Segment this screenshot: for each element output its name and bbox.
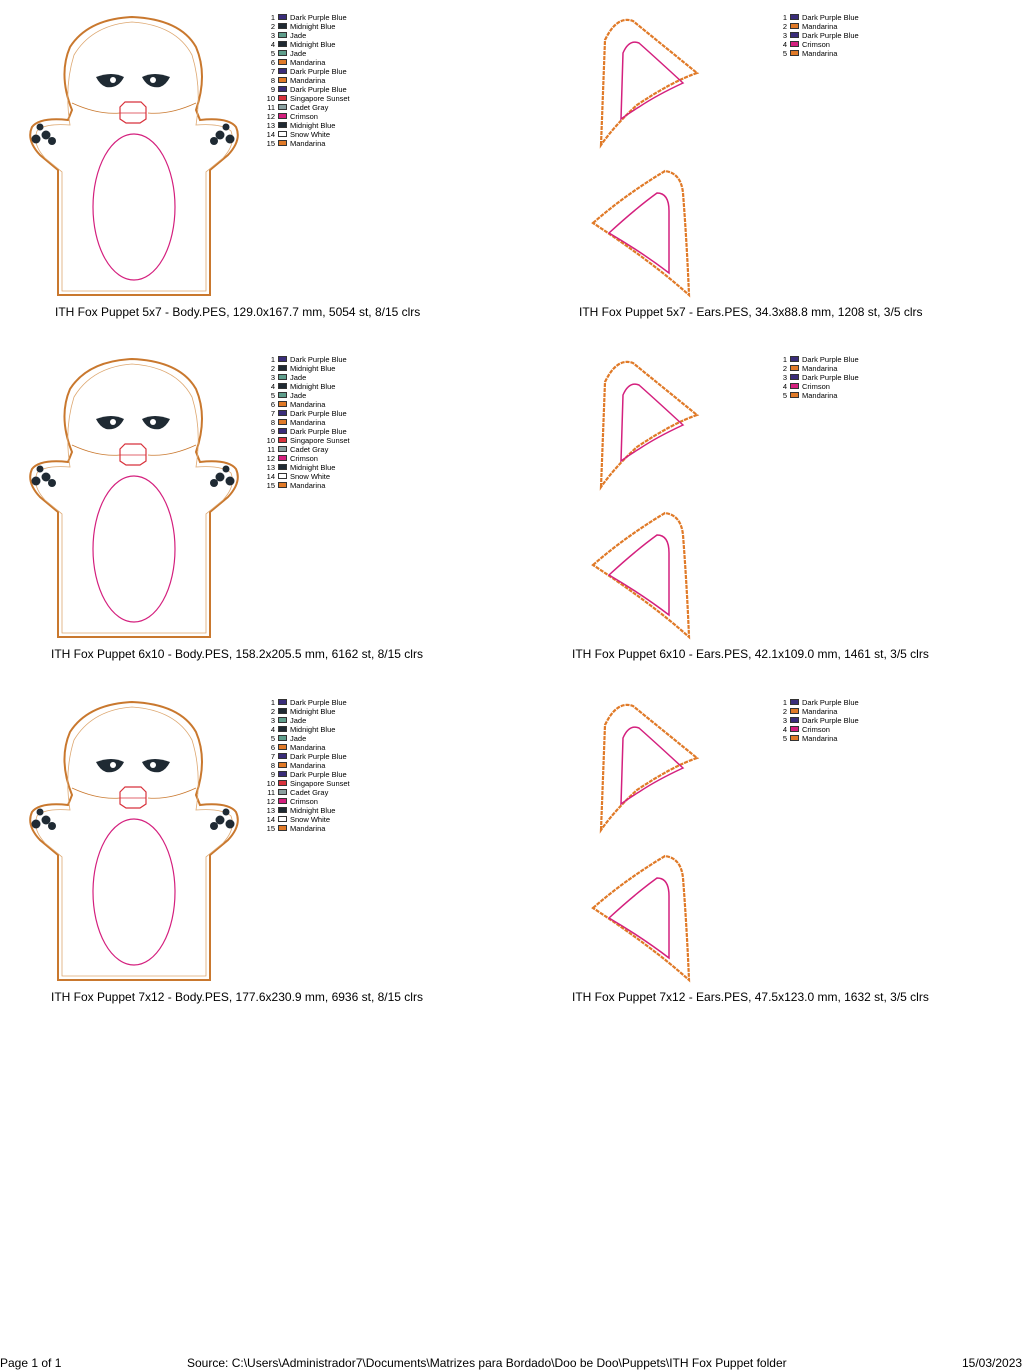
- legend-number: 9: [270, 85, 275, 94]
- legend-number: 9: [270, 770, 275, 779]
- legend-color-name: Mandarina: [290, 400, 326, 409]
- body-caption: ITH Fox Puppet 7x12 - Body.PES, 177.6x230.9 mm, 6936 st, 8/15 clrs: [51, 990, 423, 1004]
- legend-color-name: Dark Purple Blue: [802, 355, 859, 364]
- legend-number: 8: [270, 76, 275, 85]
- legend-color-name: Mandarina: [290, 481, 326, 490]
- color-swatch: [278, 807, 287, 813]
- legend-color-name: Crimson: [290, 797, 318, 806]
- color-swatch: [790, 383, 799, 389]
- legend-color-name: Mandarina: [802, 364, 838, 373]
- legend-color-name: Dark Purple Blue: [290, 67, 347, 76]
- body-caption: ITH Fox Puppet 6x10 - Body.PES, 158.2x205.5 mm, 6162 st, 8/15 clrs: [51, 647, 423, 661]
- color-swatch: [278, 699, 287, 705]
- color-swatch: [278, 455, 287, 461]
- legend-number: 2: [270, 22, 275, 31]
- legend-color-name: Jade: [290, 31, 307, 40]
- legend-color-name: Cadet Gray: [290, 445, 329, 454]
- legend-number: 8: [270, 418, 275, 427]
- color-swatch: [278, 726, 287, 732]
- color-swatch: [278, 771, 287, 777]
- legend-number: 4: [782, 382, 787, 391]
- legend-number: 11: [267, 788, 275, 797]
- legend-color-name: Crimson: [290, 112, 318, 121]
- color-swatch: [278, 473, 287, 479]
- legend-color-name: Jade: [290, 716, 307, 725]
- legend-color-name: Crimson: [802, 382, 830, 391]
- legend-number: 14: [266, 130, 275, 139]
- legend-number: 7: [270, 752, 275, 761]
- color-swatch: [278, 95, 287, 101]
- color-swatch: [278, 464, 287, 470]
- legend-number: 15: [266, 481, 275, 490]
- color-swatch: [790, 41, 799, 47]
- legend-color-name: Crimson: [802, 725, 830, 734]
- legend-number: 5: [782, 49, 787, 58]
- legend-color-name: Jade: [290, 373, 307, 382]
- legend-number: 1: [782, 355, 787, 364]
- legend-color-name: Snow White: [290, 472, 331, 481]
- color-swatch: [790, 735, 799, 741]
- legend-color-name: Midnight Blue: [290, 707, 336, 716]
- color-swatch: [278, 789, 287, 795]
- legend-number: 12: [266, 797, 275, 806]
- color-swatch: [278, 23, 287, 29]
- color-swatch: [278, 428, 287, 434]
- legend-color-name: Midnight Blue: [290, 382, 336, 391]
- color-swatch: [278, 446, 287, 452]
- color-swatch: [278, 14, 287, 20]
- legend-color-name: Singapore Sunset: [290, 94, 350, 103]
- puppet-ears-drawing: [585, 700, 705, 985]
- legend-color-name: Jade: [290, 734, 307, 743]
- color-swatch: [278, 762, 287, 768]
- legend-number: 1: [270, 355, 275, 364]
- color-swatch: [278, 753, 287, 759]
- legend-color-name: Dark Purple Blue: [290, 427, 347, 436]
- ears-caption: ITH Fox Puppet 7x12 - Ears.PES, 47.5x123.0 mm, 1632 st, 3/5 clrs: [572, 990, 929, 1004]
- legend-number: 1: [782, 13, 787, 22]
- legend-color-name: Midnight Blue: [290, 463, 336, 472]
- color-swatch: [278, 365, 287, 371]
- legend-color-name: Mandarina: [802, 391, 838, 400]
- ears-caption: ITH Fox Puppet 5x7 - Ears.PES, 34.3x88.8 mm, 1208 st, 3/5 clrs: [579, 305, 923, 319]
- legend-number: 15: [266, 824, 275, 833]
- puppet-body-drawing: [20, 700, 250, 985]
- puppet-ears-drawing: [585, 357, 705, 642]
- legend-number: 9: [270, 427, 275, 436]
- color-swatch: [278, 798, 287, 804]
- legend-color-name: Jade: [290, 391, 307, 400]
- color-swatch: [790, 392, 799, 398]
- color-swatch: [278, 816, 287, 822]
- color-swatch: [278, 140, 287, 146]
- legend-number: 5: [270, 391, 275, 400]
- legend-number: 7: [270, 409, 275, 418]
- body-design-3: [20, 700, 250, 985]
- legend-number: 13: [266, 463, 275, 472]
- color-swatch: [278, 32, 287, 38]
- legend-color-name: Dark Purple Blue: [290, 698, 347, 707]
- color-swatch: [278, 131, 287, 137]
- legend-number: 6: [270, 743, 275, 752]
- color-swatch: [278, 708, 287, 714]
- legend-number: 3: [270, 716, 275, 725]
- legend-number: 2: [782, 22, 787, 31]
- color-swatch: [278, 113, 287, 119]
- legend-number: 10: [266, 436, 275, 445]
- legend-number: 6: [270, 400, 275, 409]
- legend-number: 10: [266, 94, 275, 103]
- color-swatch: [278, 419, 287, 425]
- legend-number: 5: [782, 734, 787, 743]
- legend-number: 5: [782, 391, 787, 400]
- legend-number: 2: [782, 364, 787, 373]
- color-swatch: [790, 32, 799, 38]
- legend-number: 12: [266, 454, 275, 463]
- legend-number: 7: [270, 67, 275, 76]
- legend-number: 13: [266, 121, 275, 130]
- legend-number: 4: [270, 725, 275, 734]
- legend-number: 11: [267, 445, 275, 454]
- body-design-1: [20, 15, 250, 300]
- ears-design-3: [585, 700, 705, 985]
- color-swatch: [790, 14, 799, 20]
- legend-color-name: Dark Purple Blue: [290, 770, 347, 779]
- legend-number: 2: [270, 707, 275, 716]
- legend-color-name: Mandarina: [802, 707, 838, 716]
- legend-color-name: Midnight Blue: [290, 806, 336, 815]
- legend-number: 5: [270, 49, 275, 58]
- body-caption: ITH Fox Puppet 5x7 - Body.PES, 129.0x167.7 mm, 5054 st, 8/15 clrs: [55, 305, 421, 319]
- legend-number: 5: [270, 734, 275, 743]
- legend-color-name: Dark Purple Blue: [802, 31, 859, 40]
- source-path: Source: C:\Users\Administrador7\Documents\Matrizes para Bordado\Doo be Doo\Puppets\ITH Fox Puppet folder: [187, 1356, 787, 1370]
- legend-color-name: Midnight Blue: [290, 364, 336, 373]
- ears-caption: ITH Fox Puppet 6x10 - Ears.PES, 42.1x109.0 mm, 1461 st, 3/5 clrs: [572, 647, 929, 661]
- color-swatch: [278, 41, 287, 47]
- legend-color-name: Cadet Gray: [290, 788, 329, 797]
- color-swatch: [278, 383, 287, 389]
- legend-number: 1: [270, 13, 275, 22]
- legend-color-name: Mandarina: [290, 743, 326, 752]
- legend-color-name: Mandarina: [290, 761, 326, 770]
- legend-color-name: Midnight Blue: [290, 121, 336, 130]
- body-design-2: [20, 357, 250, 642]
- color-swatch: [278, 825, 287, 831]
- legend-color-name: Dark Purple Blue: [802, 698, 859, 707]
- legend-number: 4: [270, 382, 275, 391]
- legend-color-name: Mandarina: [802, 49, 838, 58]
- legend-number: 2: [270, 364, 275, 373]
- color-swatch: [278, 744, 287, 750]
- color-swatch: [278, 717, 287, 723]
- legend-number: 3: [782, 373, 787, 382]
- legend-color-name: Mandarina: [290, 139, 326, 148]
- legend-color-name: Midnight Blue: [290, 40, 336, 49]
- legend-color-name: Singapore Sunset: [290, 779, 350, 788]
- legend-number: 2: [782, 707, 787, 716]
- legend-number: 1: [270, 698, 275, 707]
- color-swatch: [278, 356, 287, 362]
- legend-number: 6: [270, 58, 275, 67]
- color-swatch: [278, 77, 287, 83]
- color-swatch: [278, 780, 287, 786]
- legend-color-name: Mandarina: [802, 734, 838, 743]
- puppet-ears-drawing: [585, 15, 705, 300]
- color-swatch: [790, 699, 799, 705]
- color-swatch: [278, 410, 287, 416]
- color-swatch: [790, 23, 799, 29]
- legend-number: 14: [266, 472, 275, 481]
- legend-number: 3: [270, 373, 275, 382]
- legend-color-name: Crimson: [802, 40, 830, 49]
- legend-number: 3: [782, 716, 787, 725]
- legend-color-name: Dark Purple Blue: [290, 13, 347, 22]
- color-swatch: [278, 392, 287, 398]
- color-swatch: [278, 50, 287, 56]
- legend-color-name: Midnight Blue: [290, 22, 336, 31]
- legend-number: 1: [782, 698, 787, 707]
- legend-color-name: Midnight Blue: [290, 725, 336, 734]
- color-swatch: [278, 437, 287, 443]
- legend-color-name: Mandarina: [290, 824, 326, 833]
- legend-color-name: Snow White: [290, 130, 331, 139]
- legend-number: 13: [266, 806, 275, 815]
- legend-color-name: Mandarina: [290, 76, 326, 85]
- color-swatch: [278, 104, 287, 110]
- legend-color-name: Dark Purple Blue: [802, 373, 859, 382]
- legend-color-name: Cadet Gray: [290, 103, 329, 112]
- legend-number: 14: [266, 815, 275, 824]
- color-swatch: [790, 717, 799, 723]
- legend-color-name: Dark Purple Blue: [290, 409, 347, 418]
- legend-number: 10: [266, 779, 275, 788]
- color-swatch: [790, 708, 799, 714]
- page-number: Page 1 of 1: [0, 1356, 62, 1370]
- legend-number: 4: [782, 725, 787, 734]
- legend-color-name: Dark Purple Blue: [290, 355, 347, 364]
- legend-number: 4: [270, 40, 275, 49]
- legend-color-name: Dark Purple Blue: [802, 13, 859, 22]
- legend-number: 11: [267, 103, 275, 112]
- legend-number: 12: [266, 112, 275, 121]
- color-swatch: [278, 735, 287, 741]
- ears-design-1: [585, 15, 705, 300]
- color-swatch: [278, 59, 287, 65]
- puppet-body-drawing: [20, 15, 250, 300]
- legend-color-name: Dark Purple Blue: [802, 716, 859, 725]
- legend-color-name: Mandarina: [290, 418, 326, 427]
- color-swatch: [278, 374, 287, 380]
- color-swatch: [790, 365, 799, 371]
- color-swatch: [278, 401, 287, 407]
- legend-color-name: Snow White: [290, 815, 331, 824]
- legend-color-name: Singapore Sunset: [290, 436, 350, 445]
- legend-color-name: Mandarina: [290, 58, 326, 67]
- legend-color-name: Jade: [290, 49, 307, 58]
- ears-design-2: [585, 357, 705, 642]
- color-swatch: [790, 356, 799, 362]
- legend-color-name: Crimson: [290, 454, 318, 463]
- legend-number: 8: [270, 761, 275, 770]
- color-swatch: [278, 122, 287, 128]
- legend-color-name: Dark Purple Blue: [290, 752, 347, 761]
- legend-number: 3: [270, 31, 275, 40]
- legend-number: 3: [782, 31, 787, 40]
- color-swatch: [790, 50, 799, 56]
- color-swatch: [278, 68, 287, 74]
- print-date: 15/03/2023: [962, 1356, 1023, 1370]
- color-swatch: [790, 374, 799, 380]
- legend-number: 4: [782, 40, 787, 49]
- legend-color-name: Dark Purple Blue: [290, 85, 347, 94]
- puppet-body-drawing: [20, 357, 250, 642]
- color-swatch: [278, 86, 287, 92]
- color-swatch: [278, 482, 287, 488]
- legend-number: 15: [266, 139, 275, 148]
- color-swatch: [790, 726, 799, 732]
- legend-color-name: Mandarina: [802, 22, 838, 31]
